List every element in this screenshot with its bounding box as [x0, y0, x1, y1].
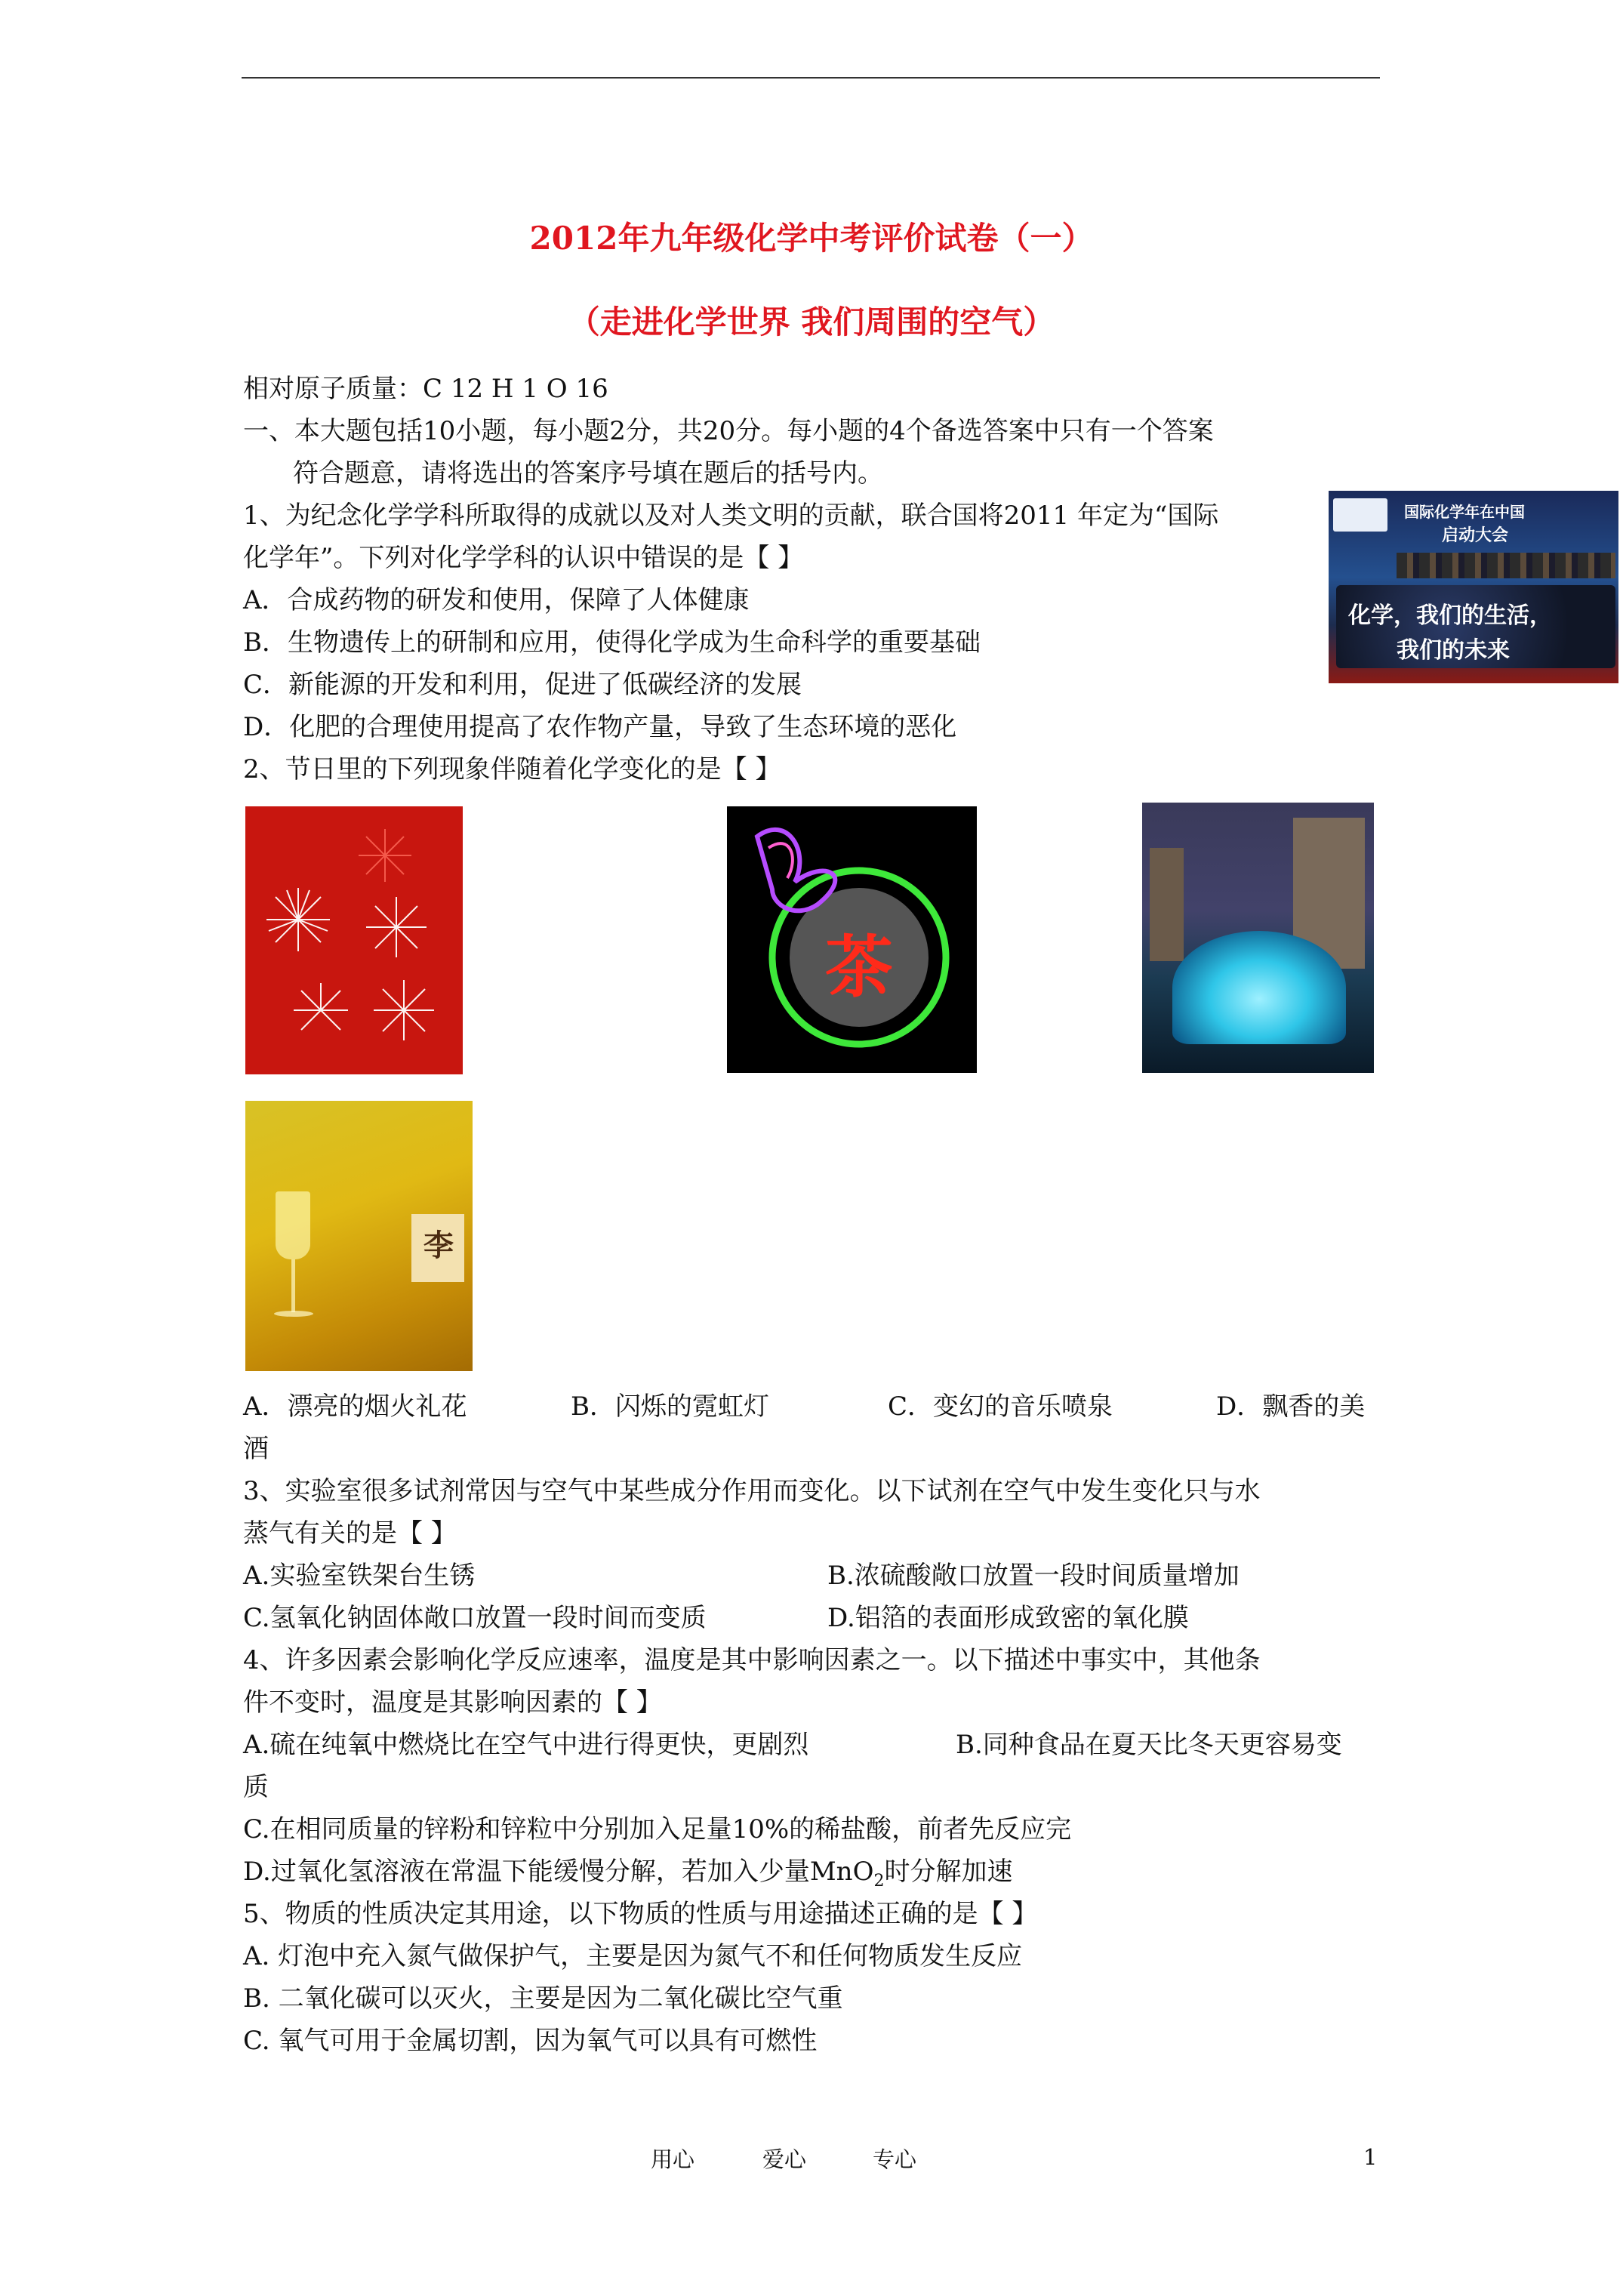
- banner-slogan-line1: 化学，我们的生活，: [1348, 603, 1552, 629]
- fireworks-graphic: [245, 806, 463, 1074]
- q4-option-c: C.在相同质量的锌粉和锌粒中分别加入足量10%的稀盐酸，前者先反应完: [243, 1814, 1072, 1845]
- wine-image: [245, 1101, 473, 1371]
- banner-subheading: 启动大会: [1442, 526, 1509, 545]
- wine-glass-bowl: [276, 1191, 310, 1259]
- q4-option-b-continued: 质: [243, 1772, 269, 1802]
- exam-title: 2012年九年级化学中考评价试卷（一）: [529, 220, 1094, 257]
- q2-option-a: A．漂亮的烟火礼花: [243, 1391, 467, 1422]
- q5-option-b: B. 二氧化碳可以灭火，主要是因为二氧化碳比空气重: [243, 1983, 843, 2014]
- q4-option-d-tail: 时分解加速: [884, 1857, 1013, 1887]
- banner-people-row: [1397, 553, 1615, 578]
- q1-stem-line1: 1、为纪念化学学科所取得的成就以及对人类文明的贡献，联合国将2011 年定为“国际: [243, 501, 1219, 531]
- exam-subtitle: （走进化学世界 我们周围的空气）: [568, 304, 1055, 341]
- q3-option-c: C.氢氧化钠固体敞口放置一段时间而变质: [243, 1603, 707, 1633]
- q4-option-d-text: D.过氧化氢溶液在常温下能缓慢分解，若加入少量MnO: [243, 1857, 874, 1887]
- q1-option-c: C．新能源的开发和利用，促进了低碳经济的发展: [243, 670, 802, 700]
- q1-option-d: D．化肥的合理使用提高了农作物产量，导致了生态环境的恶化: [243, 712, 957, 742]
- section1-instruction-line1: 一、本大题包括10小题，每小题2分，共20分。每小题的4个备选答案中只有一个答案: [243, 416, 1214, 446]
- q3-stem-line2: 蒸气有关的是【 】: [243, 1518, 457, 1549]
- q2-option-d: D．飘香的美: [1216, 1391, 1366, 1422]
- footer-motto-1: 用心: [651, 2147, 695, 2172]
- banner-logo: [1333, 498, 1387, 532]
- q1-option-b: B．生物遗传上的研制和应用，使得化学成为生命科学的重要基础: [243, 627, 981, 658]
- q3-option-b: B.浓硫酸敞口放置一段时间质量增加: [827, 1561, 1240, 1591]
- neon-light-image: [727, 806, 977, 1073]
- q2-option-d-continued: 酒: [243, 1434, 269, 1464]
- q1-stem-line2: 化学年”。下列对化学学科的认识中错误的是【 】: [243, 543, 804, 573]
- banner-slogan-line2: 我们的未来: [1397, 637, 1510, 664]
- q1-option-a: A．合成药物的研发和使用，保障了人体健康: [243, 585, 750, 615]
- q4-stem-line2: 件不变时，温度是其影响因素的【 】: [243, 1687, 662, 1718]
- footer-motto-3: 专心: [873, 2147, 917, 2172]
- q3-option-a: A.实验室铁架台生锈: [243, 1561, 476, 1591]
- fountain-water: [1172, 931, 1346, 1044]
- section1-instruction-line2: 符合题意，请将选出的答案序号填在题后的括号内。: [293, 458, 883, 488]
- wine-glass-base: [274, 1311, 313, 1317]
- q4-option-d-subscript: 2: [873, 1871, 885, 1891]
- q5-option-c: C. 氧气可用于金属切割，因为氧气可以具有可燃性: [243, 2026, 818, 2056]
- q2-stem: 2、节日里的下列现象伴随着化学变化的是【 】: [243, 754, 781, 784]
- atomic-mass-line: 相对原子质量：C 12 H 1 O 16: [243, 374, 608, 404]
- q3-option-d: D.铝箔的表面形成致密的氧化膜: [827, 1603, 1189, 1633]
- neon-tea-character: 茶: [825, 928, 893, 1007]
- q4-option-a: A.硫在纯氧中燃烧比在空气中进行得更快，更剧烈: [243, 1730, 809, 1760]
- q5-option-a: A. 灯泡中充入氮气做保护气，主要是因为氮气不和任何物质发生反应: [243, 1941, 1023, 1971]
- header-rule: [242, 77, 1380, 79]
- banner-heading: 国际化学年在中国: [1404, 503, 1525, 521]
- q5-stem: 5、物质的性质决定其用途，以下物质的性质与用途描述正确的是【 】: [243, 1899, 1038, 1929]
- name-card-character: 李: [423, 1228, 454, 1263]
- page-number: 1: [1363, 2144, 1378, 2170]
- q3-stem-line1: 3、实验室很多试剂常因与空气中某些成分作用而变化。以下试剂在空气中发生变化只与水: [243, 1476, 1261, 1506]
- fountain-image: [1142, 803, 1374, 1073]
- fireworks-image: [245, 806, 463, 1074]
- q4-stem-line1: 4、许多因素会影响化学反应速率，温度是其中影响因素之一。以下描述中事实中，其他条: [243, 1645, 1261, 1675]
- wine-glass-stem: [291, 1259, 295, 1312]
- q4-option-b: B.同种食品在夏天比冬天更容易变: [956, 1730, 1342, 1760]
- chemistry-year-banner-image: [1329, 491, 1618, 683]
- q2-option-c: C．变幻的音乐喷泉: [888, 1391, 1113, 1422]
- footer-motto-2: 爱心: [762, 2147, 807, 2172]
- fountain-building-left: [1150, 848, 1184, 961]
- q2-option-b: B．闪烁的霓虹灯: [571, 1391, 769, 1422]
